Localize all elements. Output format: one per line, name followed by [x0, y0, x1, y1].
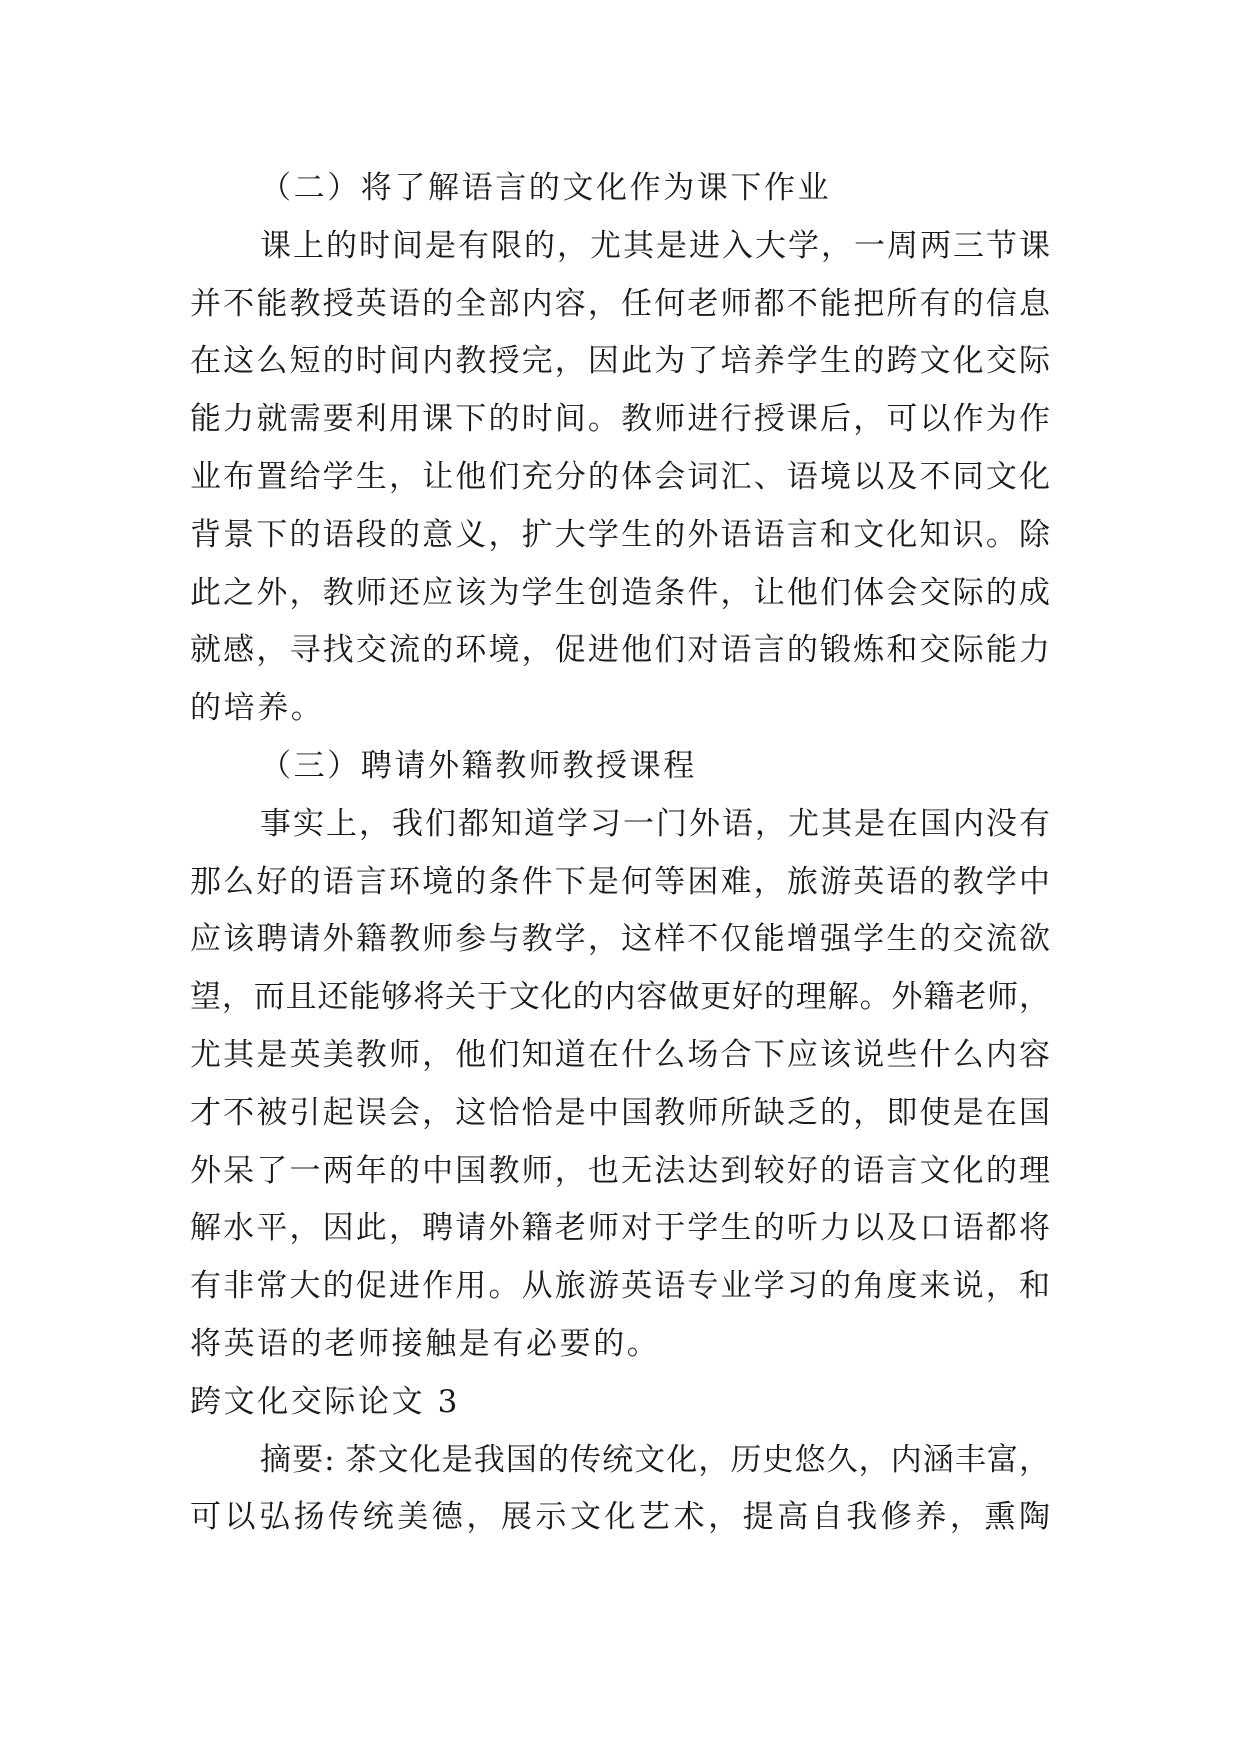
text-line: 应该聘请外籍教师参与教学，这样不仅能增强学生的交流欲 — [190, 921, 1050, 958]
text-line: 就感，寻找交流的环境，促进他们对语言的锻炼和交际能力 — [190, 632, 1050, 669]
text-line: 跨文化交际论文 3 — [190, 1383, 460, 1420]
text-line: 才不被引起误会，这恰恰是中国教师所缺乏的，即使是在国 — [190, 1094, 1050, 1131]
text-line: 外呆了一两年的中国教师，也无法达到较好的语言文化的理 — [190, 1152, 1050, 1189]
text-line: 有非常大的促进作用。从旅游英语专业学习的角度来说，和 — [190, 1268, 1050, 1305]
text-line: 将英语的老师接触是有必要的。 — [190, 1325, 661, 1362]
text-line: 事实上，我们都知道学习一门外语，尤其是在国内没有 — [260, 805, 1050, 842]
text-line: 那么好的语言环境的条件下是何等困难，旅游英语的教学中 — [190, 863, 1050, 900]
text-line: 摘要: 茶文化是我国的传统文化，历史悠久，内涵丰富， — [260, 1441, 1050, 1478]
text-line: （三）聘请外籍教师教授课程 — [260, 747, 697, 784]
text-line: 在这么短的时间内教授完，因此为了培养学生的跨文化交际 — [190, 343, 1050, 380]
text-line: 背景下的语段的意义，扩大学生的外语语言和文化知识。除 — [190, 516, 1050, 553]
text-line: 并不能教授英语的全部内容，任何老师都不能把所有的信息 — [190, 285, 1050, 322]
document-page — [190, 160, 1050, 1547]
text-line: 解水平，因此，聘请外籍老师对于学生的听力以及口语都将 — [190, 1210, 1050, 1247]
text-line: （二）将了解语言的文化作为课下作业 — [260, 170, 832, 206]
text-line: 此之外，教师还应该为学生创造条件，让他们体会交际的成 — [190, 574, 1050, 611]
text-line: 尤其是英美教师，他们知道在什么场合下应该说些什么内容 — [190, 1036, 1050, 1073]
text-line: 课上的时间是有限的，尤其是进入大学，一周两三节课 — [260, 227, 1050, 264]
text-line: 望，而且还能够将关于文化的内容做更好的理解。外籍老师， — [190, 979, 1050, 1016]
text-line: 能力就需要利用课下的时间。教师进行授课后，可以作为作 — [190, 401, 1050, 438]
text-line: 的培养。 — [190, 690, 325, 727]
text-line: 可以弘扬传统美德，展示文化艺术，提高自我修养，熏陶 — [190, 1499, 1050, 1536]
text-line: 业布置给学生，让他们充分的体会词汇、语境以及不同文化 — [190, 458, 1050, 495]
